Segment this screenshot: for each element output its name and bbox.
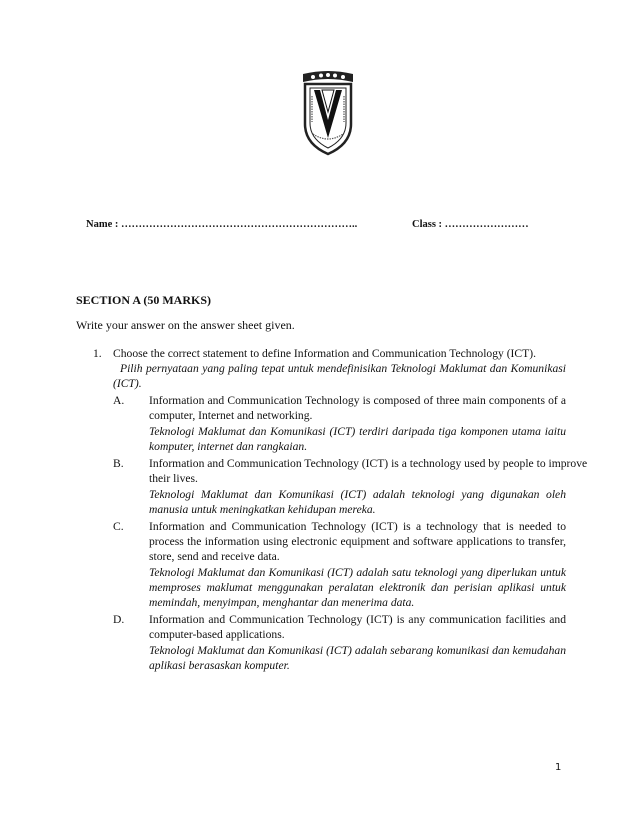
option-text-malay: Teknologi Maklumat dan Komunikasi (ICT) adalah sebarang komunikasi dan kemudahan aplikasi berasaskan komputer. (149, 644, 566, 672)
option-letter: D. (113, 613, 125, 626)
option-b (76, 456, 588, 517)
option-text-malay: Teknologi Maklumat dan Komunikasi (ICT) adalah satu teknologi yang diperlukan untuk memproses maklumat menggunakan peralatan elektronik dan perisian aplikasi untuk memindah, menyimpan, menghantar dan menerima data. (149, 566, 566, 609)
option-letter: C. (113, 520, 124, 533)
page-number: 1 (555, 762, 562, 773)
option-text: Information and Communication Technology is composed of three main components of a computer, Internet and networking. (149, 394, 566, 422)
option-letter: B. (113, 457, 124, 470)
section-title: SECTION A (50 MARKS) (76, 293, 212, 307)
school-crest-logo (299, 68, 357, 156)
option-text: Information and Communication Technology (ICT) is a technology that is needed to process the information using electronic equipment and software applications to transfer, store, send and receive data. (149, 520, 566, 563)
option-letter: A. (113, 394, 125, 407)
option-text-malay: Teknologi Maklumat dan Komunikasi (ICT) adalah teknologi yang digunakan oleh manusia untuk meningkatkan kehidupan mereka. (149, 488, 566, 516)
option-a (76, 393, 566, 454)
student-class-field-label: Class : …………………… (412, 219, 529, 230)
student-name-field-label: Name : ………………………………………………………….. (86, 219, 358, 230)
option-c (76, 519, 566, 610)
question-stem-malay: Pilih pernyataan yang paling tepat untuk mendefinisikan Teknologi Maklumat dan Komunikasi (ICT). (113, 362, 566, 390)
option-text-malay: Teknologi Maklumat dan Komunikasi (ICT) terdiri daripada tiga komponen utama iaitu komputer, internet dan rangkaian. (149, 425, 566, 453)
question-1 (76, 346, 588, 673)
section-instruction: Write your answer on the answer sheet given. (76, 318, 295, 332)
option-text: Information and Communication Technology (ICT) is any communication facilities and computer-based applications. (149, 613, 566, 641)
option-text: Information and Communication Technology (ICT) is a technology used by people to improve (149, 457, 588, 470)
option-text-continued: their lives. (149, 472, 198, 485)
option-d (76, 612, 566, 673)
question-number: 1. (93, 347, 102, 360)
question-stem: Choose the correct statement to define Information and Communication Technology (ICT). (113, 347, 536, 360)
